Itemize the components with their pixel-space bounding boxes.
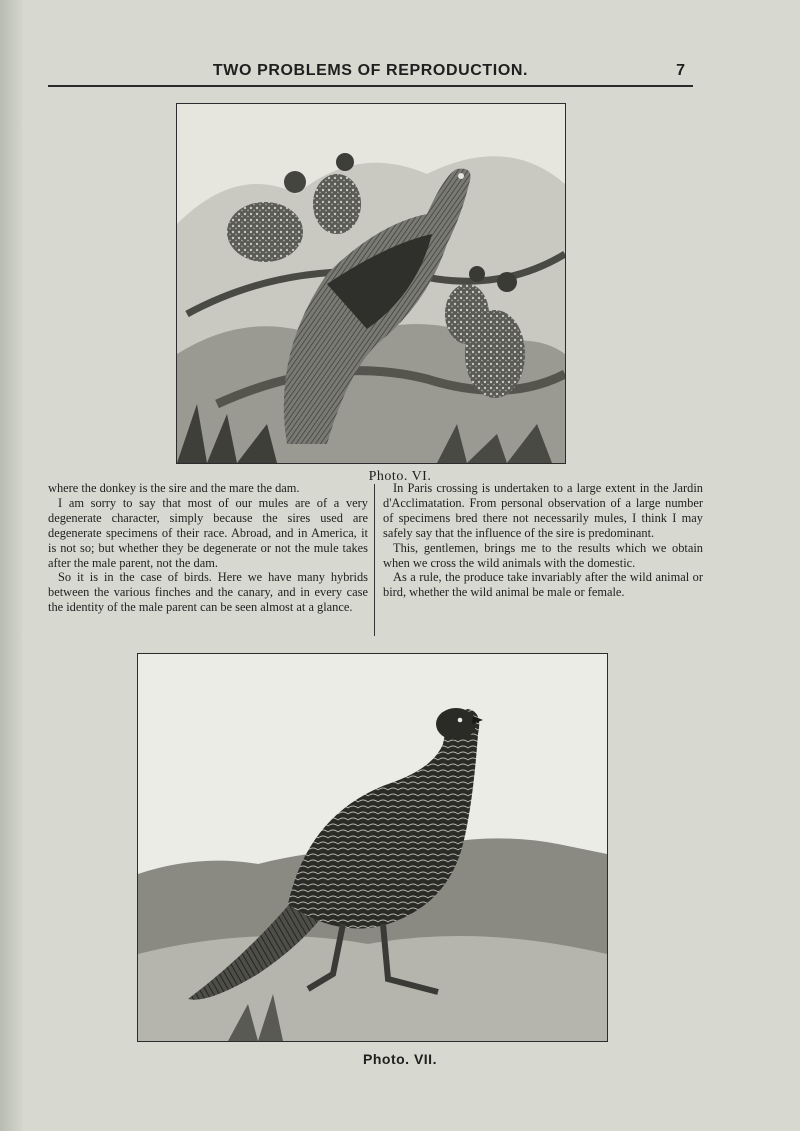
left-paragraph-2: I am sorry to say that most of our mules are of a very degenerate character, simply because the sires used are degenerate specimens of their race. Abroad, and in America, it is not so; but whether they be degenerate or not the mule takes after the male parent, not the dam. [48,495,368,570]
right-paragraph-3: As a rule, the produce take invariably after the wild animal or bird, whether the wild animal be male or female. [383,570,703,600]
photo-vii-illustration [137,653,608,1042]
right-paragraph-1: In Paris crossing is undertaken to a large extent in the Jardin d'Acclimatation. From personal observation of a large number of specimens bred there not necessarily mules, I think I may safely say that the influence of the sire is predominant. [383,481,703,540]
left-text-column [48,481,368,615]
right-paragraph-2: This, gentlemen, brings me to the results which we obtain when we cross the wild animals with the domestic. [383,540,703,570]
left-paragraph-3: So it is in the case of birds. Here we have many hybrids between the various finches and the canary, and in every case the identity of the male parent can be seen almost at a glance. [48,570,368,615]
page-header [48,62,693,84]
column-divider [374,484,375,636]
photo-vii-caption: Photo. VII. [363,1051,437,1067]
right-text-column [383,481,703,600]
photo-vi-caption: Photo. VI. [368,469,432,484]
header-rule [48,85,693,87]
photo-vii-bird-engraving [138,654,607,1041]
left-paragraph-1: where the donkey is the sire and the mare the dam. [48,481,300,495]
photo-vi-birds-engraving [177,104,565,463]
page-left-edge-shadow [0,0,22,1131]
page-number: 7 [676,62,685,79]
photo-vi-illustration [176,103,566,464]
running-header-title: TWO PROBLEMS OF REPRODUCTION. [212,62,529,79]
